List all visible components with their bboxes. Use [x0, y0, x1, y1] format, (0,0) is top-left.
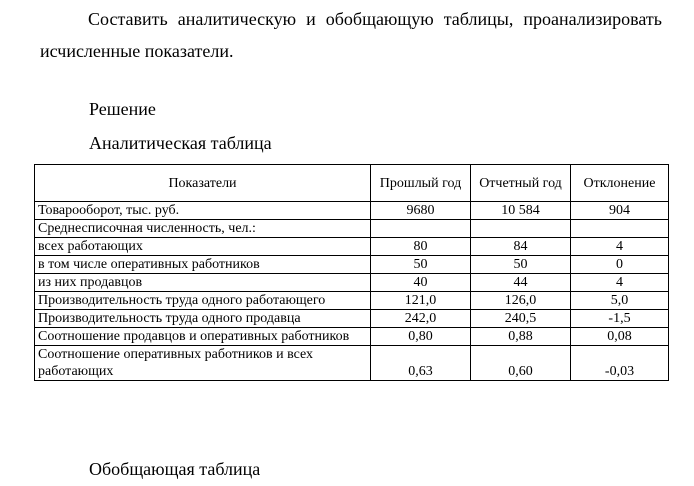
row-label: Соотношение оперативных работников и всех работающих: [35, 346, 371, 381]
table-row: [35, 310, 669, 328]
row-label: всех работающих: [35, 238, 371, 256]
header-indicators: Показатели: [35, 165, 371, 202]
table-row: [35, 328, 669, 346]
header-current-year: Отчетный год: [471, 165, 571, 202]
header-deviation: Отклонение: [571, 165, 669, 202]
row-label: Производительность труда одного работающего: [35, 292, 371, 310]
table-header-row: [35, 165, 669, 202]
task-paragraph: Составить аналитическую и обобщающую таблицы, проанализировать исчисленные показатели.: [40, 9, 662, 61]
cell-deviation: 904: [571, 202, 669, 220]
cell-previous: 50: [371, 256, 471, 274]
cell-deviation: 0: [571, 256, 669, 274]
table-row: [35, 238, 669, 256]
cell-previous: [371, 220, 471, 238]
summary-table-heading: Обобщающая таблица: [89, 459, 261, 479]
solution-heading: Решение: [89, 99, 156, 119]
cell-current: 240,5: [471, 310, 571, 328]
row-label: Производительность труда одного продавца: [35, 310, 371, 328]
row-label: Среднесписочная численность, чел.:: [35, 220, 371, 238]
cell-current: 50: [471, 256, 571, 274]
table-row: [35, 256, 669, 274]
cell-current: 84: [471, 238, 571, 256]
cell-deviation: 4: [571, 238, 669, 256]
table-row: [35, 274, 669, 292]
cell-deviation: [571, 220, 669, 238]
row-label: Соотношение продавцов и оперативных работников: [35, 328, 371, 346]
row-label: Товарооборот, тыс. руб.: [35, 202, 371, 220]
cell-previous: 80: [371, 238, 471, 256]
cell-current: 10 584: [471, 202, 571, 220]
table-row: [35, 202, 669, 220]
header-previous-year: Прошлый год: [371, 165, 471, 202]
cell-deviation: 5,0: [571, 292, 669, 310]
cell-current: 0,88: [471, 328, 571, 346]
cell-previous: 0,80: [371, 328, 471, 346]
cell-current: 44: [471, 274, 571, 292]
cell-deviation: -0,03: [571, 346, 669, 381]
table-row: [35, 346, 669, 381]
cell-previous: 9680: [371, 202, 471, 220]
analytic-table-heading: Аналитическая таблица: [89, 133, 272, 153]
cell-current: [471, 220, 571, 238]
cell-previous: 40: [371, 274, 471, 292]
row-label: из них продавцов: [35, 274, 371, 292]
cell-deviation: -1,5: [571, 310, 669, 328]
table-row: [35, 292, 669, 310]
cell-deviation: 0,08: [571, 328, 669, 346]
cell-previous: 0,63: [371, 346, 471, 381]
row-label: в том числе оперативных работников: [35, 256, 371, 274]
cell-deviation: 4: [571, 274, 669, 292]
table-row: [35, 220, 669, 238]
cell-current: 126,0: [471, 292, 571, 310]
analytic-table: [34, 164, 669, 381]
cell-previous: 242,0: [371, 310, 471, 328]
cell-previous: 121,0: [371, 292, 471, 310]
cell-current: 0,60: [471, 346, 571, 381]
